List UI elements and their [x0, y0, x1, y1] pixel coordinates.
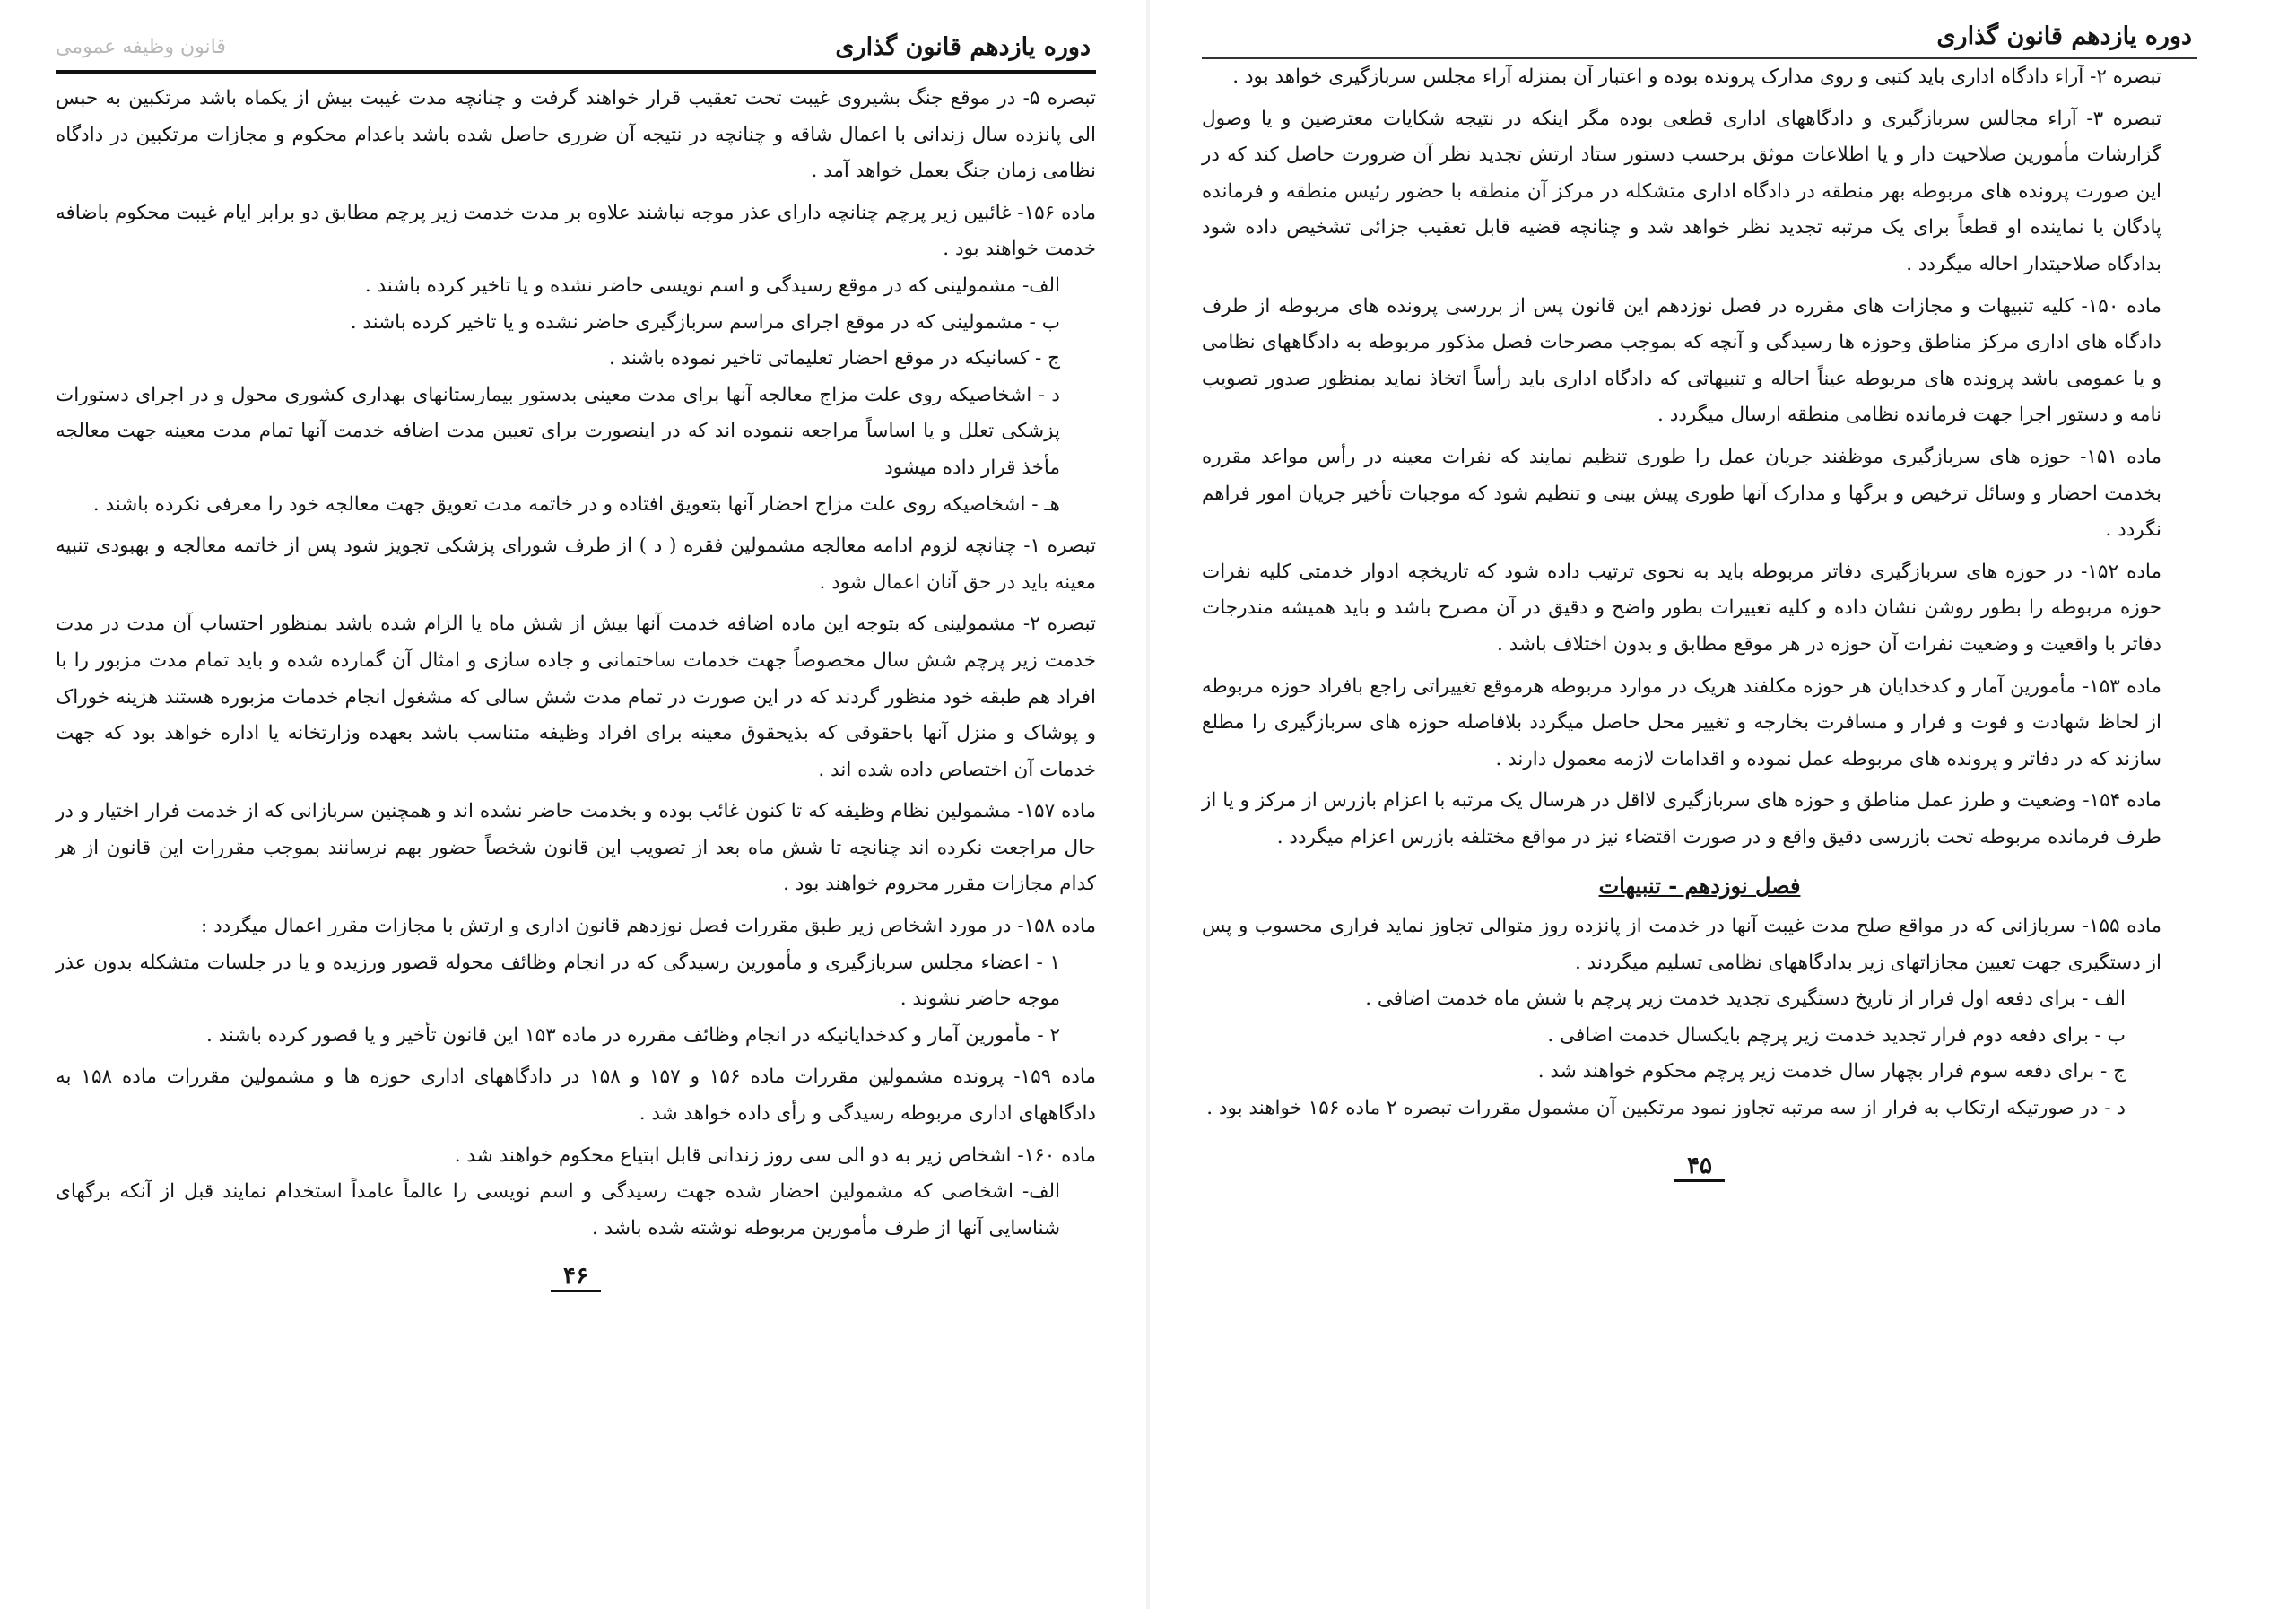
right-paragraph: د - در صورتیکه ارتکاب به فرار از سه مرتبه تجاوز نمود مرتکبین آن مشمول مقررات تبصره ۲ ماده ۱۵۶ خواهند بود .	[1206, 1097, 2126, 1120]
right-paragraph: تبصره ۳- آراء مجالس سربازگیری و دادگاههای اداری قطعی بوده مگر اینکه در نتیجه شکایات معترضین و یا وصول گزارشات مأمورین صلاحیت دار و یا اطلاعات موثق برحسب دستور ستاد ارتش تجدید نظر آن ضرورت حاصل کند که در این صورت پرونده های مربوطه بهر منطقه در دادگاه اداری متشکله در مرکز آن منطقه با حضور رئیس منطقه و فرمانده پادگان یا نماینده او قطعاً برای یک مرتبه تجدید نظر خواهد شد و چنانچه قضیه قابل تعقیب جزائی تشخیص داده شود بدادگاه صلاحیتدار احاله میگردد .	[1202, 107, 2162, 275]
right-paragraph: ماده ۱۵۴- وضعیت و طرز عمل مناطق و حوزه های سربازگیری لااقل در هرسال یک مرتبه با اعزام بازرس از مرکز و یا از طرف فرمانده مربوطه تحت بازرسی دقیق واقع و در صورت اقتضاء نیز در مواقع مختلفه بازرس اعزام میگردد .	[1202, 789, 2161, 848]
left-paragraph: تبصره ۲- مشمولینی که بتوجه این ماده اضافه خدمت آنها بیش از شش ماه یا الزام شده باشد بمنظور احتساب آن مدت در مدت خدمت زیر پرچم شش سال مخصوصاً جهت خدمات ساختمانی و جاده سازی و امثال آن گمارده شده و باید تمام مدت مزبور را با افراد هم طبقه خود منظور گردند که در این صورت در تمام مدت شش سالی که مشغول انجام خدمات مزبوره هستند هزینه خوراک و پوشاک و منزل آنها باحقوقی که بذیحقوق معینه برای افراد وظیفه متناسب باشد بعهده وزارتخانه یا اداره خواهد بود که جهت خدمات آن اختصاص داده شده اند .	[56, 613, 1097, 781]
left-header-rule	[56, 70, 1096, 74]
left-paragraph: ۲ - مأمورین آمار و کدخدایانیکه در انجام وظائف مقرره در ماده ۱۵۳ این قانون تأخیر و یا قصور کرده باشند .	[205, 1023, 1060, 1047]
right-paragraph: الف - برای دفعه اول فرار از تاریخ دستگیری تجدید خدمت زیر پرچم با شش ماه خدمت اضافی .	[1365, 987, 2126, 1011]
left-paragraph: ماده ۱۵۹- پرونده مشمولین مقررات ماده ۱۵۶ و ۱۵۷ و ۱۵۸ در دادگاههای اداری حوزه ها و مشمولین مقررات ماده ۱۵۸ به دادگاههای اداری مربوطه رسیدگی و رأی داده خواهد شد .	[56, 1065, 1096, 1126]
left-paragraph: ماده ۱۶۰- اشخاص زیر به دو الی سی روز زندانی قابل ابتیاع محکوم خواهند شد .	[454, 1144, 1096, 1167]
right-paragraph: تبصره ۲- آراء دادگاه اداری باید کتبی و روی مدارک پرونده بوده و اعتبار آن بمنزله آراء مجلس سربازگیری خواهد بود .	[1232, 65, 2161, 88]
right-page-header	[1202, 16, 2197, 56]
right-paragraph: ماده ۱۵۰- کلیه تنبیهات و مجازات های مقرره در فصل نوزدهم این قانون پس از بررسی پرونده های مربوطه از طرف دادگاه های اداری مرکز مناطق وحوزه ها رسیدگی و آنچه که بموجب مصرحات فصل مذکور مربوطه به دادگاههای نظامی و یا عمومی باشد پرونده های مربوطه عیناً احاله و تنبیهاتی که دادگاه اداری باید رأساً اتخاذ نماید بمنظور صدور تصویب نامه و دستور اجرا جهت فرمانده نظامی منطقه ارسال میگردد .	[1202, 294, 2162, 427]
left-paragraph: ماده ۱۵۶- غائبین زیر پرچم چنانچه دارای عذر موجه نباشند علاوه بر مدت خدمت زیر پرچم مطابق دو برابر ایام غیبت محکوم باضافه خدمت خواهند بود .	[56, 201, 1096, 261]
left-paragraph: ماده ۱۵۷- مشمولین نظام وظیفه که تا کنون غائب بوده و بخدمت حاضر نشده اند و همچنین سربازانی که از خدمت فرار اختیار و در حال مراجعت نکرده اند چنانچه تا شش ماه بعد از تصویب این قانون شخصاً حضور بهم نرسانند بموجب مقررات این قانون از هر کدام مجازات مقرر محروم خواهند بود .	[56, 800, 1096, 896]
left-page-header	[56, 27, 1096, 66]
left-paragraph: الف- مشمولینی که در موقع رسیدگی و اسم نویسی حاضر نشده و یا تاخیر کرده باشند .	[364, 274, 1060, 297]
left-page-body	[56, 81, 1096, 1247]
right-page-number	[1202, 1152, 2197, 1179]
left-paragraph: هـ - اشخاصیکه روی علت مزاج احضار آنها بتعویق افتاده و در خاتمه مدت تعویق جهت معالجه خود را معرفی نکرده باشند .	[92, 492, 1060, 516]
right-paragraph: ج - برای دفعه سوم فرار بچهار سال خدمت زیر پرچم محکوم خواهند شد .	[1537, 1060, 2126, 1083]
left-paragraph: ج - کسانیکه در موقع احضار تعلیماتی تاخیر نموده باشند .	[608, 347, 1060, 370]
right-paragraph: ماده ۱۵۳- مأمورین آمار و کدخدایان هر حوزه مکلفند هریک در موارد مربوطه هرموقع تغییراتی راجع بافراد حوزه مربوطه از لحاظ شهادت و فوت و فرار و مسافرت بخارجه و تغییر محل حاصل میگردد بلافاصله حوزه های سربازگیری را مطلع سازند که در دفاتر و پرونده های مربوطه عمل نموده و اقدامات لازمه معمول دارند .	[1202, 674, 2161, 770]
left-paragraph: ۱ - اعضاء مجلس سربازگیری و مأمورین رسیدگی که در انجام وظائف محوله قصور ورزیده و یا در جلسات متشکله بدون عذر موجه حاضر نشوند .	[56, 951, 1060, 1011]
right-page-body	[1202, 59, 2197, 1127]
left-page-number-text: ۴۶	[551, 1263, 601, 1292]
left-page-number	[56, 1263, 1096, 1290]
right-paragraph: ماده ۱۵۲- در حوزه های سربازگیری دفاتر مربوطه باید به نحوی ترتیب داده شود که تاریخچه ادوار خدمتی کلیه نفرات حوزه مربوطه را بطور روشن نشان داده و کلیه تغییرات بطور واضح و دقیق در آن مصرح باشد و باید همیشه مندرجات دفاتر با واقعیت و وضعیت نفرات آن حوزه در هر موقع مطابق و بدون اختلاف باشد .	[1202, 560, 2161, 656]
left-header-title: دوره یازدهم قانون گذاری	[835, 32, 1091, 61]
archive-stamp: قانون وظیفه عمومی	[56, 35, 226, 58]
left-paragraph: د - اشخاصیکه روی علت مزاج معالجه آنها برای مدت معینی بدستور بیمارستانهای بهداری کشوری محول و در اجرای دستورات پزشکی تعلل و یا اساساً مراجعه ننموده اند که در اینصورت برای تعیین مدت اضافه خدمت آنها تمام مدت معینه جهت معالجه مأخذ قرار داده میشود	[56, 383, 1060, 479]
left-paragraph: ماده ۱۵۸- در مورد اشخاص زیر طبق مقررات فصل نوزدهم قانون اداری و ارتش با مجازات مقرر اعمال میگردد :	[201, 915, 1096, 938]
left-paragraph: تبصره ۱- چنانچه لزوم ادامه معالجه مشمولین فقره ( د ) از طرف شورای پزشکی تجویز شود پس از خاتمه معالجه و بهبودی تنبیه معینه باید در حق آنان اعمال شود .	[56, 535, 1097, 594]
right-header-title: دوره یازدهم قانون گذاری	[1936, 22, 2192, 50]
right-page-number-text: ۴۵	[1674, 1152, 1725, 1182]
right-paragraph: ماده ۱۵۱- حوزه های سربازگیری موظفند جریان عمل را طوری تنظیم نمایند که نفرات معینه در رأس مواعد مقرره بخدمت احضار و وسائل ترخیص و برگها و مدارک آنها طوری پیش بینی و تنظیم شود که موجبات تأخیر جریان امور فراهم نگردد .	[1202, 445, 2161, 542]
right-paragraph: ب - برای دفعه دوم فرار تجدید خدمت زیر پرچم بایکسال خدمت اضافی .	[1547, 1023, 2126, 1047]
section-heading: فصل نوزدهم - تنبیهات	[1598, 873, 1801, 900]
right-paragraph: ماده ۱۵۵- سربازانی که در مواقع صلح مدت غیبت آنها در خدمت از پانزده روز متوالی تجاوز نماید فراری محسوب و پس از دستگیری جهت تعیین مجازاتهای زیر بدادگاههای نظامی تسلیم میگردند .	[1202, 915, 2162, 974]
left-paragraph: تبصره ۵- در موقع جنگ بشیروی غیبت تحت تعقیب قرار خواهند گرفت و چنانچه مدت غیبت بیش از یکماه باشد مرتکبین به حبس الی پانزده سال زندانی با اعمال شاقه و چنانچه در نتیجه آن ضرری حاصل شده باشد باعدام محکوم و مجازات مرتکبین در دادگاه نظامی زمان جنگ بعمل خواهد آمد .	[56, 87, 1097, 183]
right-page	[1148, 0, 2296, 1609]
left-paragraph: الف- اشخاصی که مشمولین احضار شده جهت رسیدگی و اسم نویسی را عالماً عامداً استخدام نمایند قبل از آنکه برگهای شناسایی آنها از طرف مأمورین مربوطه نوشته شده باشد .	[56, 1180, 1060, 1239]
left-paragraph: ب - مشمولینی که در موقع اجرای مراسم سربازگیری حاضر نشده و یا تاخیر کرده باشند .	[350, 310, 1060, 334]
